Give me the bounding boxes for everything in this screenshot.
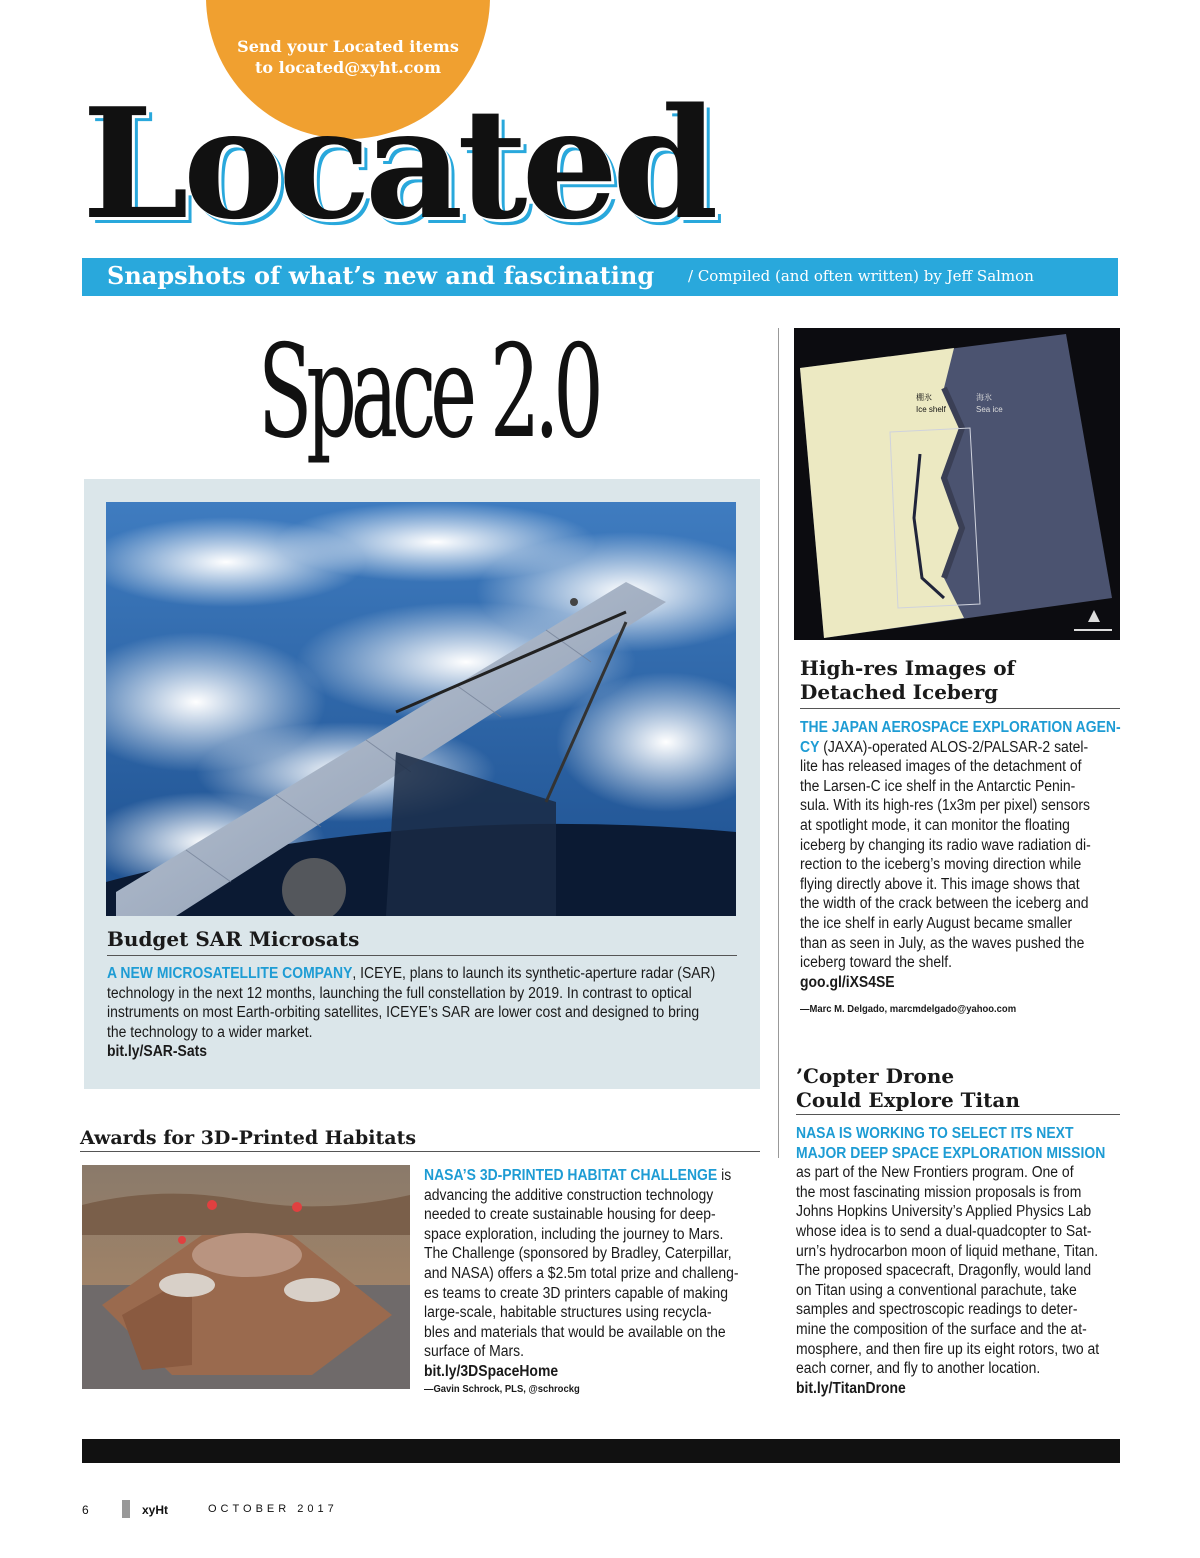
drone-line-2: Johns Hopkins University’s Applied Physics Lab: [796, 1203, 1092, 1221]
iceberg-credit: —Marc M. Delgado, marcmdelgado@yahoo.com: [800, 1003, 1017, 1015]
habitat-line-0: advancing the additive construction technology: [424, 1186, 714, 1204]
drone-line-10: each corner, and fly to another location.: [796, 1360, 1041, 1378]
habitat-line-5: es teams to create 3D printers capable of making: [424, 1284, 728, 1302]
iceberg-lead-2: CY: [800, 738, 820, 756]
habitat-line-7: bles and materials that would be available on the: [424, 1323, 726, 1341]
folio-marker: [122, 1500, 130, 1518]
sar-line-4: the technology to a wider market.: [107, 1023, 313, 1041]
habitat-first-line-rest: is: [717, 1167, 732, 1184]
iceberg-line-1: lite has released images of the detachment of: [800, 758, 1082, 776]
iceberg-heading-line-1: High-res Images of: [800, 656, 1016, 680]
iceberg-line-6: rection to the iceberg’s moving direction while: [800, 856, 1082, 874]
iceberg-line-2: the Larsen-C ice shelf in the Antarctic Penin-: [800, 777, 1076, 795]
drone-line-1: the most fascinating mission proposals is from: [796, 1183, 1082, 1201]
column-divider: [778, 328, 779, 1158]
habitat-line-1: needed to create sustainable housing for deep-: [424, 1206, 716, 1224]
drone-line-6: on Titan using a conventional parachute, take: [796, 1281, 1077, 1299]
badge-line-2: to located@xyht.com: [254, 58, 442, 77]
section-banner: [82, 258, 1118, 296]
habitat-link[interactable]: bit.ly/3DSpaceHome: [424, 1362, 559, 1380]
habitat-line-2: space exploration, including the journey to Mars.: [424, 1225, 724, 1243]
habitat-heading-rule: [80, 1151, 760, 1152]
sar-lead: A NEW MICROSATELLITE COMPANY: [107, 965, 353, 982]
banner-title: Snapshots of what’s new and fascinating: [107, 261, 655, 290]
iceberg-radar-image: [794, 328, 1120, 640]
iceberg-line-4: at spotlight mode, it can monitor the floating: [800, 816, 1070, 834]
iceberg-body: [800, 718, 1121, 992]
footer-bar: [82, 1439, 1120, 1463]
drone-line-0: as part of the New Frontiers program. One of: [796, 1164, 1074, 1182]
sar-link[interactable]: bit.ly/SAR-Sats: [107, 1043, 207, 1061]
drone-heading-line-2: Could Explore Titan: [796, 1088, 1020, 1112]
iceberg-line-0: (JAXA)-operated ALOS-2/PALSAR-2 satel-: [819, 738, 1089, 756]
drone-heading: [796, 1064, 1020, 1112]
drone-body: [796, 1124, 1116, 1398]
sea-ice-label: Sea ice: [976, 405, 1003, 414]
drone-line-9: mosphere, and then fire up its eight rotors, two at: [796, 1340, 1100, 1358]
sea-ice-jp-label: 海氷: [976, 393, 992, 402]
habitat-credit: —Gavin Schrock, PLS, @schrockg: [424, 1383, 580, 1395]
iceberg-heading-line-2: Detached Iceberg: [800, 680, 999, 704]
drone-line-5: The proposed spacecraft, Dragonfly, would land: [796, 1262, 1092, 1280]
habitat-heading: Awards for 3D-Printed Habitats: [80, 1127, 417, 1149]
sar-line-2: technology in the next 12 months, launching the full constellation by 2019. In contrast to optical: [107, 984, 692, 1002]
submission-badge-text: [206, 36, 490, 78]
drone-heading-rule: [796, 1114, 1120, 1115]
iceberg-line-11: iceberg toward the shelf.: [800, 954, 952, 972]
iceberg-line-8: the width of the crack between the iceberg and: [800, 895, 1089, 913]
drone-line-7: samples and spectroscopic readings to deter-: [796, 1301, 1078, 1319]
sar-line-1: , ICEYE, plans to launch its synthetic-aperture radar (SAR): [352, 965, 716, 982]
sar-body: [107, 964, 737, 1062]
iceberg-line-10: than as seen in July, as the waves pushed the: [800, 934, 1085, 952]
iceberg-heading-rule: [800, 708, 1120, 709]
sar-heading: Budget SAR Microsats: [107, 927, 360, 951]
ice-shelf-label: Ice shelf: [916, 405, 946, 414]
sar-heading-rule: [107, 955, 737, 956]
iceberg-heading: [800, 656, 1015, 704]
page-number: 6: [82, 1503, 89, 1517]
habitat-line-6: large-scale, habitable structures using recycla-: [424, 1304, 712, 1322]
drone-line-4: urn’s hydrocarbon moon of liquid methane, Titan.: [796, 1242, 1099, 1260]
iceberg-link[interactable]: goo.gl/iXS4SE: [800, 973, 895, 991]
habitat-line-3: The Challenge (sponsored by Bradley, Caterpillar,: [424, 1245, 732, 1263]
drone-link[interactable]: bit.ly/TitanDrone: [796, 1379, 906, 1397]
magazine-name: xyHt: [142, 1503, 169, 1517]
habitat-body: [424, 1166, 757, 1382]
drone-line-3: whose idea is to send a dual-quadcopter to Sat-: [796, 1222, 1092, 1240]
masthead: Located: [82, 74, 713, 253]
habitat-line-8: surface of Mars.: [424, 1343, 525, 1361]
issue-date: OCTOBER 2017: [208, 1503, 338, 1515]
habitat-line-4: and NASA) offers a $2.5m total prize and challeng-: [424, 1264, 739, 1282]
banner-subtitle: / Compiled (and often written) by Jeff Salmon: [688, 267, 1034, 285]
habitat-lead: NASA’S 3D-PRINTED HABITAT CHALLENGE: [424, 1167, 718, 1184]
drone-lead-1: NASA IS WORKING TO SELECT ITS NEXT: [796, 1125, 1074, 1142]
sar-line-3: instruments on most Earth-orbiting satellites, ICEYE’s SAR are lower cost and designed to bring: [107, 1004, 700, 1022]
satellite-photo: [106, 502, 736, 916]
section-title: Space 2.0: [258, 318, 598, 467]
drone-lead-2: MAJOR DEEP SPACE EXPLORATION MISSION: [796, 1144, 1106, 1162]
iceberg-lead-1: THE JAPAN AEROSPACE EXPLORATION AGEN-: [800, 719, 1121, 736]
badge-line-1: Send your Located items: [237, 37, 459, 56]
iceberg-line-9: the ice shelf in early August became smaller: [800, 914, 1073, 932]
drone-heading-line-1: ’Copter Drone: [796, 1064, 955, 1088]
drone-line-8: mine the composition of the surface and the at-: [796, 1320, 1087, 1338]
habitat-rendering: [82, 1165, 410, 1389]
iceberg-line-3: sula. With its high-res (1x3m per pixel) sensors: [800, 797, 1090, 815]
iceberg-line-5: iceberg by changing its radio wave radiation di-: [800, 836, 1091, 854]
iceberg-line-7: flying directly above it. This image shows that: [800, 875, 1080, 893]
ice-shelf-jp-label: 棚氷: [916, 393, 932, 402]
